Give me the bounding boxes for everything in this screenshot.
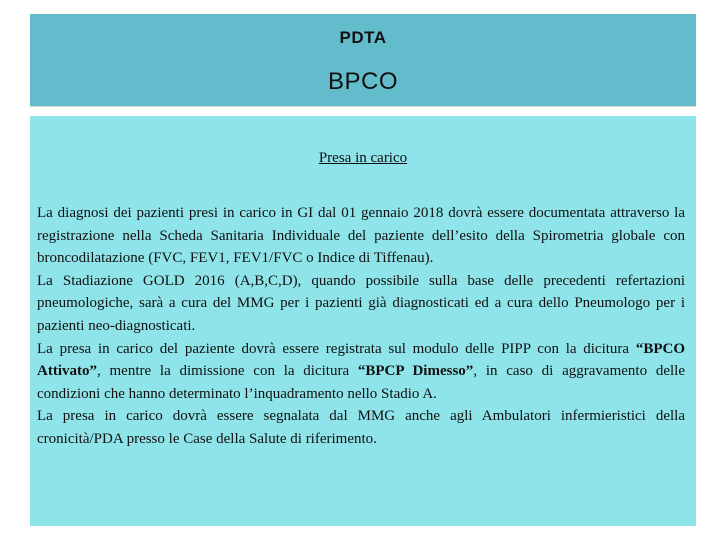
label-bpco-attivato: “BPCO Attivato”: [37, 340, 685, 380]
body-text: [37, 202, 685, 451]
paragraph-notification: La presa in carico dovrà essere segnalata dal MMG anche agli Ambulatori infermieristici della cronicità/PDA presso le Case della Salute di riferimento.: [37, 408, 685, 447]
paragraph-registration-part3: , in caso di aggravamento delle condizioni che hanno determinato l’inquadramento nello Stadio A.: [37, 363, 685, 402]
title-banner: [30, 14, 696, 107]
title-bpco: BPCO: [327, 68, 398, 95]
label-bpcp-dimesso: “BPCP Dimesso”: [357, 363, 474, 380]
content-panel: [30, 116, 696, 526]
section-subtitle-text: Presa in carico: [318, 150, 408, 166]
paragraph-registration-part2: , mentre la dimissione con la dicitura: [97, 363, 358, 380]
paragraph-registration: [37, 338, 685, 406]
paragraph-diagnosis: La diagnosi dei pazienti presi in carico in GI dal 01 gennaio 2018 dovrà essere documentata attraverso la registrazione nella Scheda Sanitaria Individuale del paziente dell’esito della Spirometria globale con broncodilatazione (FVC, FEV1, FEV1/FVC o Indice di Tiffenau).: [37, 205, 685, 267]
paragraph-registration-part1: La presa in carico del paziente dovrà essere registrata sul modulo delle PIPP con la dicitura: [37, 340, 636, 357]
title-pdta: PDTA: [339, 28, 387, 47]
paragraph-staging: La Stadiazione GOLD 2016 (A,B,C,D), quando possibile sulla base delle precedenti refertazioni pneumologiche, sarà a cura del MMG per i pazienti già diagnosticati ed a cura dello Pneumologo per i pazienti neo-diagnosticati.: [37, 272, 685, 334]
section-subtitle: [30, 150, 696, 167]
